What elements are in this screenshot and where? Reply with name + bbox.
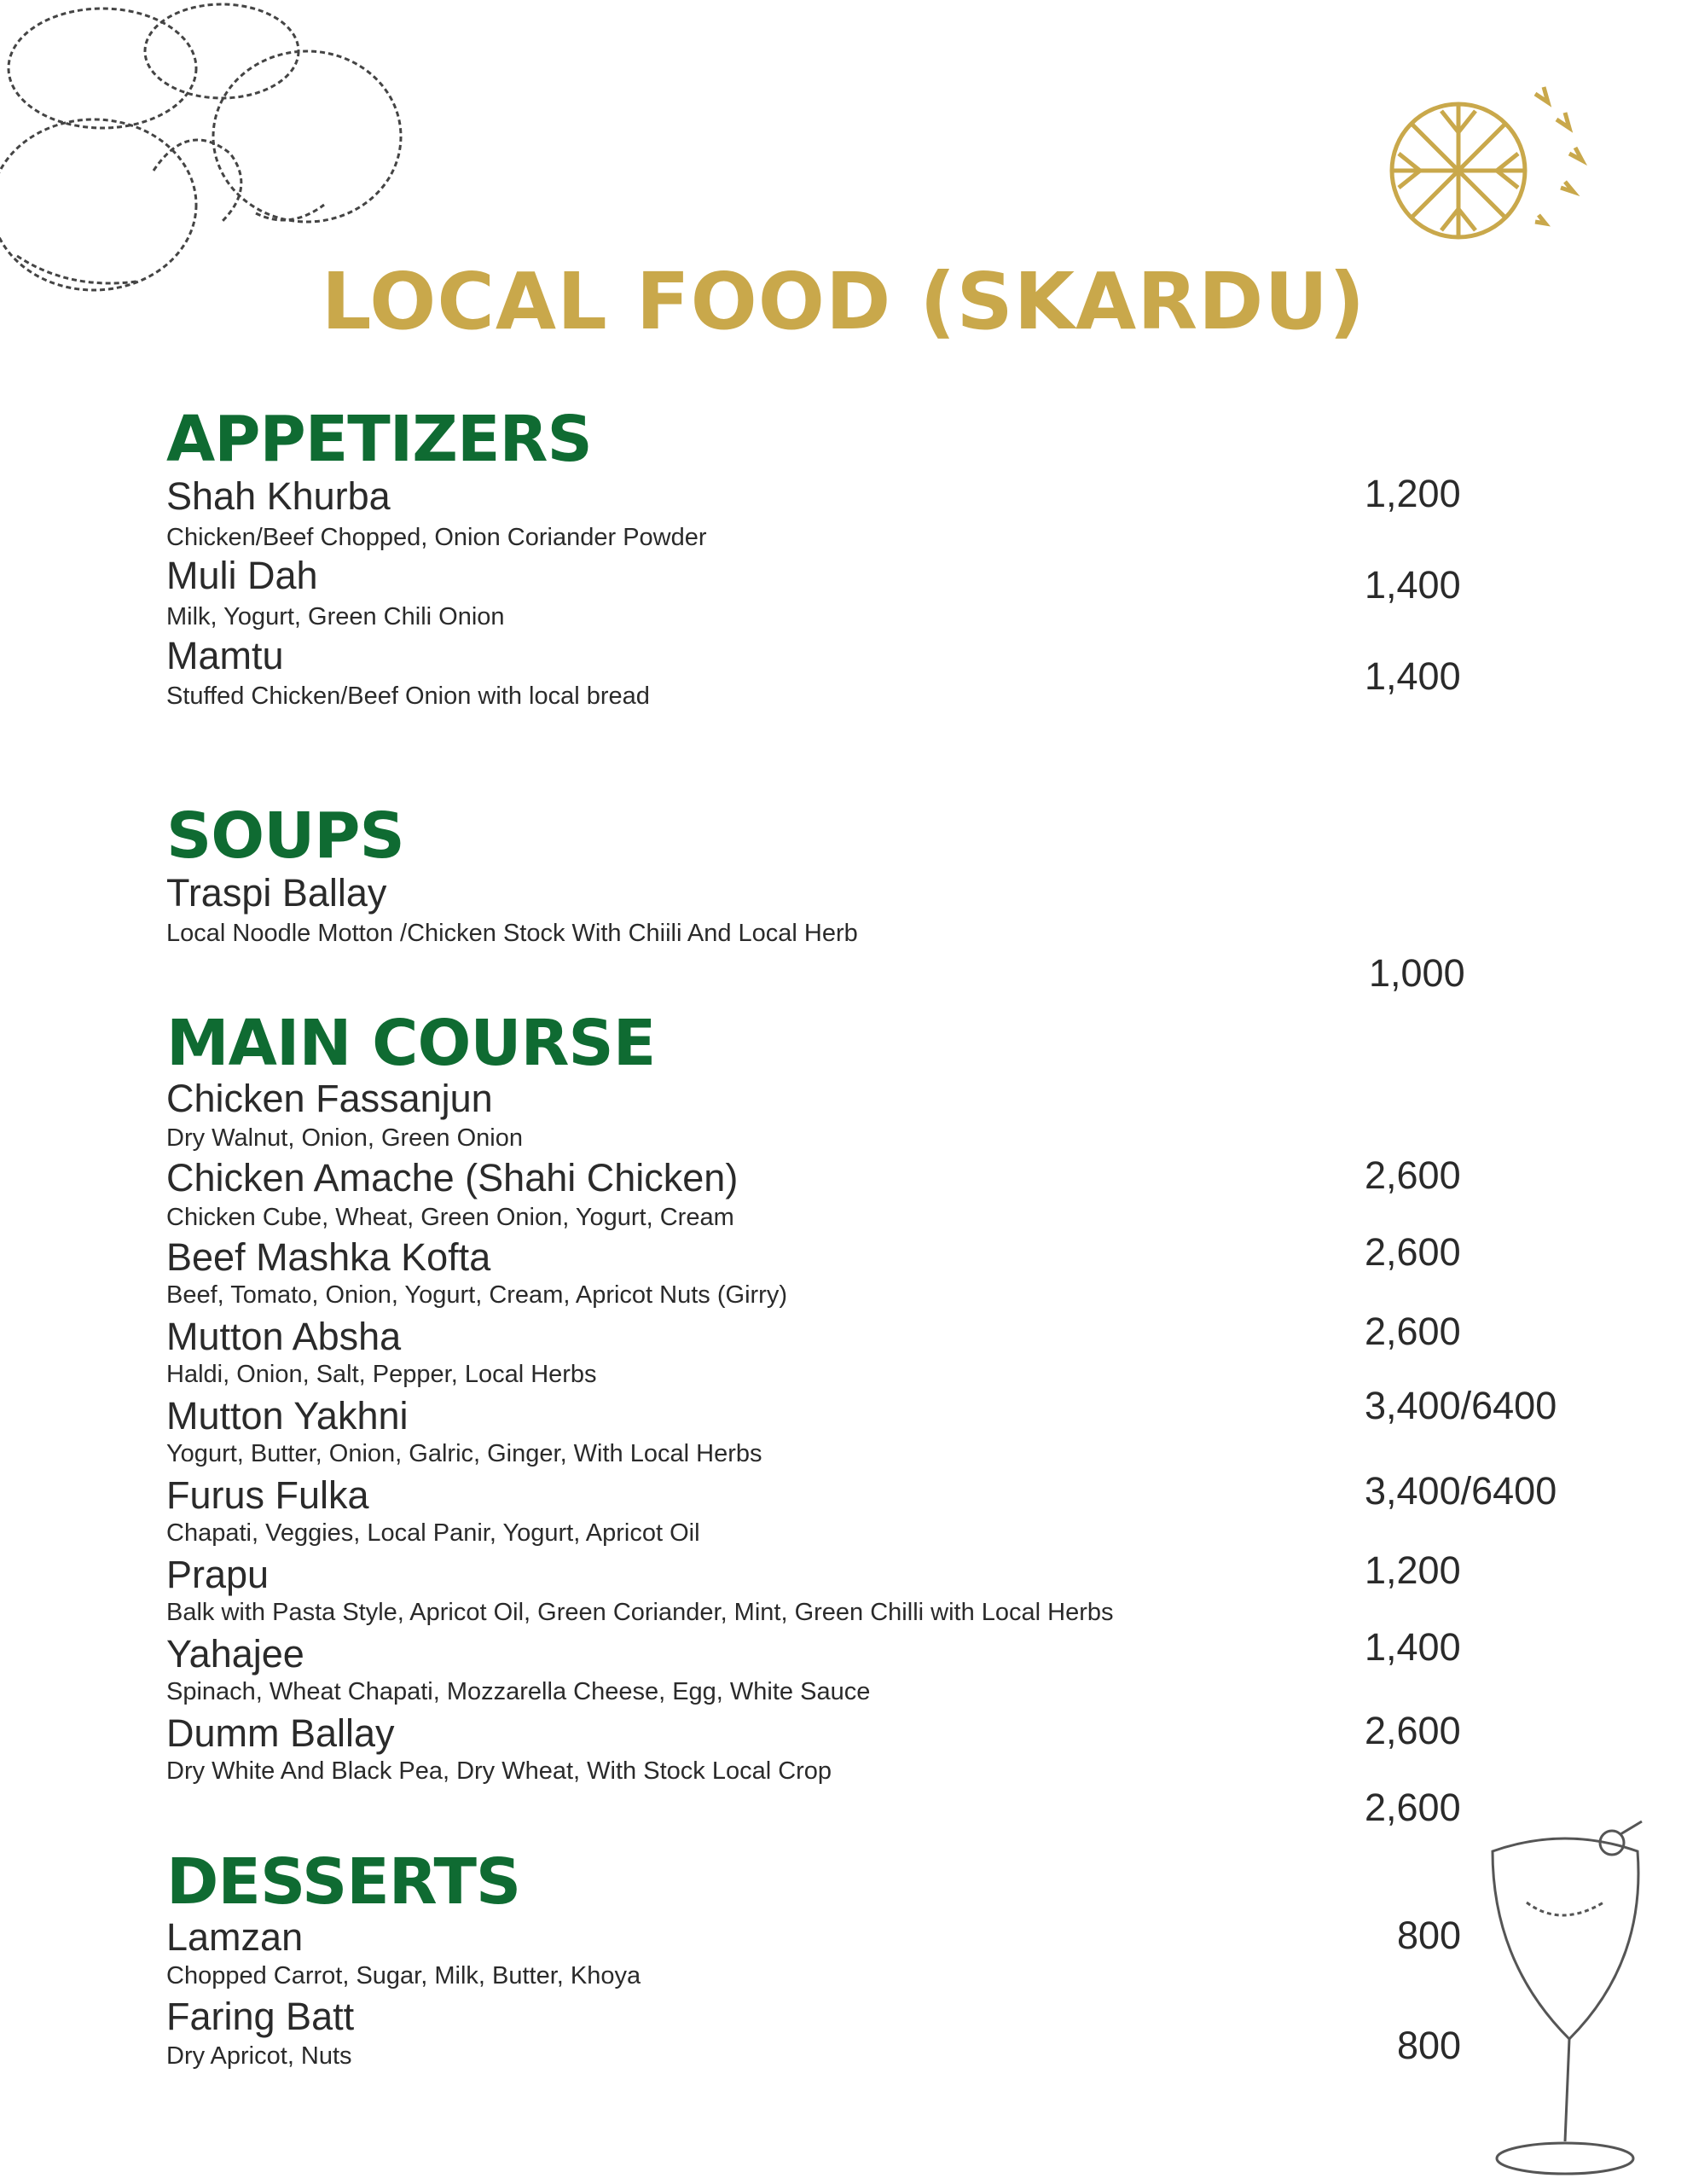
menu-item-description: Chapati, Veggies, Local Panir, Yogurt, Apricot Oil	[166, 1519, 700, 1547]
menu-item-name: Traspi Ballay	[166, 871, 387, 915]
menu-item-price: 2,600	[1365, 1310, 1461, 1353]
menu-item-name: Chicken Amache (Shahi Chicken)	[166, 1156, 739, 1199]
menu-item-description: Yogurt, Butter, Onion, Galric, Ginger, With Local Herbs	[166, 1440, 762, 1467]
menu-item-name: Dumm Ballay	[166, 1711, 395, 1755]
menu-item-description: Milk, Yogurt, Green Chili Onion	[166, 603, 505, 630]
section-title-desserts: DESSERTS	[166, 1845, 521, 1919]
menu-item-name: Chicken Fassanjun	[166, 1077, 493, 1120]
menu-item-name: Mutton Absha	[166, 1315, 402, 1358]
menu-item-price: 3,400/6400	[1365, 1469, 1557, 1513]
drink-glass-sketch-icon	[1467, 1817, 1663, 2184]
menu-item-description: Haldi, Onion, Salt, Pepper, Local Herbs	[166, 1361, 597, 1388]
menu-item-price: 1,400	[1365, 1625, 1461, 1669]
menu-item-price: 2,600	[1365, 1153, 1461, 1197]
menu-item-description: Dry White And Black Pea, Dry Wheat, With Stock Local Crop	[166, 1757, 832, 1785]
menu-item-price: 2,600	[1365, 1230, 1461, 1274]
menu-item-price: 3,400/6400	[1365, 1384, 1557, 1427]
menu-item-description: Dry Walnut, Onion, Green Onion	[166, 1124, 523, 1152]
section-title-appetizers: APPETIZERS	[166, 403, 592, 476]
menu-item-description: Beef, Tomato, Onion, Yogurt, Cream, Apricot Nuts (Girry)	[166, 1281, 787, 1309]
menu-item-price: 2,600	[1365, 1786, 1461, 1829]
section-title-soups: SOUPS	[166, 799, 404, 873]
menu-item-price: 2,600	[1365, 1709, 1461, 1752]
menu-item-name: Mamtu	[166, 634, 284, 677]
menu-item-price: 1,200	[1365, 472, 1461, 515]
menu-item-price: 1,200	[1365, 1548, 1461, 1592]
section-title-main-course: MAIN COURSE	[166, 1007, 656, 1080]
gold-snowflake-logo-icon	[1365, 60, 1603, 256]
menu-item-name: Lamzan	[166, 1915, 304, 1959]
menu-item-name: Prapu	[166, 1553, 270, 1596]
menu-item-price: 800	[1397, 2024, 1462, 2067]
menu-item-name: Shah Khurba	[166, 474, 391, 518]
menu-item-name: Muli Dah	[166, 554, 318, 597]
menu-item-price: 1,400	[1365, 563, 1461, 607]
menu-item-description: Chopped Carrot, Sugar, Milk, Butter, Khoya	[166, 1962, 641, 1989]
menu-item-description: Dry Apricot, Nuts	[166, 2042, 352, 2070]
menu-item-price: 1,000	[1369, 951, 1465, 995]
menu-item-name: Beef Mashka Kofta	[166, 1235, 491, 1279]
menu-item-description: Balk with Pasta Style, Apricot Oil, Green Coriander, Mint, Green Chilli with Local Herbs	[166, 1599, 1114, 1626]
menu-item-description: Stuffed Chicken/Beef Onion with local bread	[166, 682, 650, 710]
menu-item-price: 800	[1397, 1914, 1462, 1957]
menu-item-name: Mutton Yakhni	[166, 1394, 409, 1438]
menu-item-name: Furus Fulka	[166, 1473, 369, 1517]
menu-item-description: Chicken Cube, Wheat, Green Onion, Yogurt, Cream	[166, 1204, 734, 1231]
menu-item-description: Chicken/Beef Chopped, Onion Coriander Powder	[166, 524, 707, 551]
menu-item-price: 1,400	[1365, 654, 1461, 698]
menu-item-name: Faring Batt	[166, 1995, 355, 2038]
menu-item-name: Yahajee	[166, 1632, 304, 1676]
menu-item-description: Spinach, Wheat Chapati, Mozzarella Cheese, Egg, White Sauce	[166, 1678, 871, 1705]
menu-item-description: Local Noodle Motton /Chicken Stock With Chiili And Local Herb	[166, 920, 858, 947]
page-title: LOCAL FOOD (SKARDU)	[321, 256, 1366, 347]
